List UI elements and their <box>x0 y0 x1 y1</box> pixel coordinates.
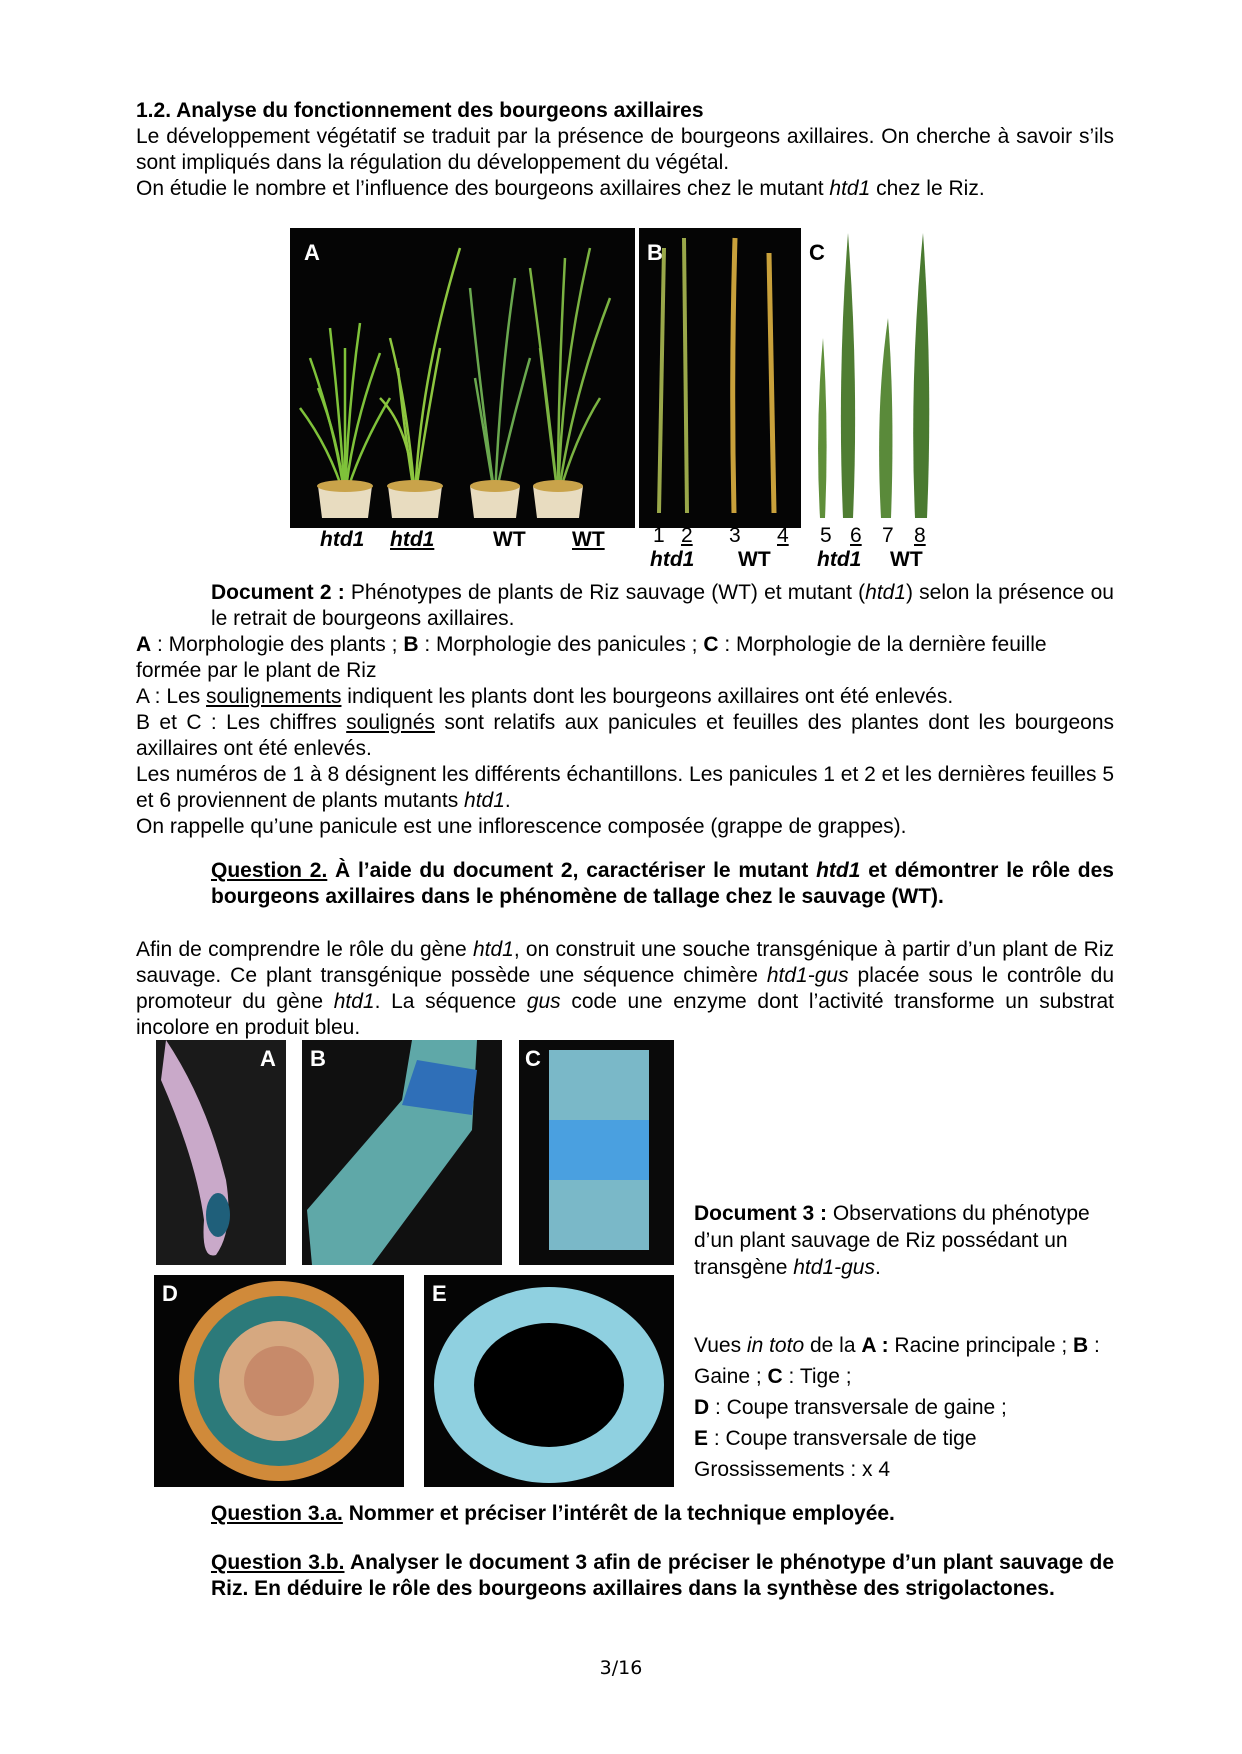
label-b-htd1: htd1 <box>650 548 695 571</box>
sample-number-4: 4 <box>777 524 789 547</box>
doc2-caption: Document 2 : Phénotypes de plants de Riz sauvage (WT) et mutant (htd1) selon la présence ou le retrait de bourgeons axillaires. <box>211 581 1114 630</box>
doc3-figure <box>154 1040 674 1487</box>
doc3-photo-c <box>519 1040 674 1265</box>
intro-paragraph-2: On étudie le nombre et l’influence des bourgeons axillaires chez le mutant htd1 chez le Riz. <box>136 177 985 200</box>
panicles-illustration <box>639 228 801 528</box>
doc2-panel-b-photo <box>639 228 801 528</box>
question-3b: Question 3.b. Analyser le document 3 afin de préciser le phénotype d’un plant sauvage de Riz. En déduire le rôle des bourgeons axillaires dans la synthèse des strigolactones. <box>211 1551 1115 1600</box>
sample-number-1: 1 <box>653 524 665 547</box>
label-c-wt: WT <box>890 548 923 571</box>
note-sample-numbers: Les numéros de 1 à 8 désignent les différents échantillons. Les panicules 1 et 2 et les dernières feuilles 5 et 6 proviennent de plants mutants htd1. <box>136 763 1114 812</box>
doc3-caption-title: Document 3 : Observations du phénotype d’un plant sauvage de Riz possédant un transgène htd1-gus. <box>694 1202 1090 1279</box>
question-3a-label: Question 3.a. <box>211 1502 343 1525</box>
label-b-wt: WT <box>738 548 771 571</box>
doc3-photo-d <box>154 1275 404 1487</box>
doc2-panel-label-c: C <box>809 240 825 265</box>
note-underlines-a: A : Les soulignements indiquent les plants dont les bourgeons axillaires ont été enlevés. <box>136 685 954 708</box>
label-a-4: WT <box>572 528 605 551</box>
question-3a: Question 3.a. Nommer et préciser l’intérêt de la technique employée. <box>211 1502 895 1525</box>
sample-number-2: 2 <box>681 524 693 547</box>
doc2-panel-label-b: B <box>647 240 663 265</box>
label-a-3: WT <box>493 528 526 551</box>
page-number: 3/16 <box>599 1657 643 1679</box>
question-2: Question 2. À l’aide du document 2, caractériser le mutant htd1 et démontrer le rôle des bourgeons axillaires dans le phénomène de tallage chez le sauvage (WT). <box>211 859 1114 908</box>
note-underlines-bc: B et C : Les chiffres soulignés sont relatifs aux panicules et feuilles des plantes dont les bourgeons axillaires ont été enlevés. <box>136 711 1114 760</box>
leaves-illustration <box>803 228 950 528</box>
doc3-panel-label-d: D <box>162 1281 178 1306</box>
sample-number-5: 5 <box>820 524 832 547</box>
doc2-legend <box>136 632 1114 840</box>
label-c-htd1: htd1 <box>817 548 862 571</box>
question-2-label: Question 2. <box>211 859 328 882</box>
label-a-1: htd1 <box>320 528 365 551</box>
doc3-panel-label-a: A <box>260 1046 276 1071</box>
sample-number-7: 7 <box>882 524 894 547</box>
sample-number-8: 8 <box>914 524 926 547</box>
rice-plants-illustration <box>290 228 635 528</box>
doc3-photo-b <box>302 1040 502 1265</box>
doc2-panel-a-photo <box>290 228 635 528</box>
legend-panels: A : Morphologie des plants ; B : Morphologie des panicules ; C : Morphologie de la dernière feuille formée par le plant de Riz <box>136 633 1047 682</box>
doc3-panel-label-b: B <box>310 1046 326 1071</box>
note-panicle: On rappelle qu’une panicule est une inflorescence composée (grappe de grappes). <box>136 815 907 838</box>
magnification: Grossissements : x 4 <box>694 1458 891 1481</box>
doc2-figure <box>290 228 950 528</box>
intro-paragraph-1: Le développement végétatif se traduit par la présence de bourgeons axillaires. On cherche à savoir s’ils sont impliqués dans la régulation du développement du végétal. <box>136 125 1114 174</box>
label-a-2: htd1 <box>390 528 435 551</box>
section-heading: 1.2. Analyse du fonctionnement des bourgeons axillaires <box>136 99 704 122</box>
sample-number-3: 3 <box>729 524 741 547</box>
doc2-panel-c-photo <box>803 228 950 528</box>
question-3b-label: Question 3.b. <box>211 1551 345 1574</box>
doc2-sample-labels <box>290 524 950 578</box>
doc3-panel-label-c: C <box>525 1046 541 1071</box>
sample-number-6: 6 <box>850 524 862 547</box>
transgenic-paragraph: Afin de comprendre le rôle du gène htd1, on construit une souche transgénique à partir d’un plant de Riz sauvage. Ce plant transgénique possède une séquence chimère htd1-gus placée sous le contrôle du promoteur du gène htd1. La séquence gus code une enzyme dont l’activité transforme un substrat incolore en produit bleu. <box>136 938 1115 1039</box>
doc3-caption-views: Vues in toto de la A : Racine principale ; B : Gaine ; C : Tige ; D : Coupe transversale de gaine ; E : Coupe transversale de tige Grossissements : x 4 <box>694 1334 1100 1481</box>
intro-block <box>136 98 1114 202</box>
doc3-panel-label-e: E <box>432 1281 447 1306</box>
doc2-panel-label-a: A <box>304 240 320 265</box>
doc3-photo-e <box>424 1275 674 1487</box>
doc3-photo-a <box>156 1040 286 1265</box>
